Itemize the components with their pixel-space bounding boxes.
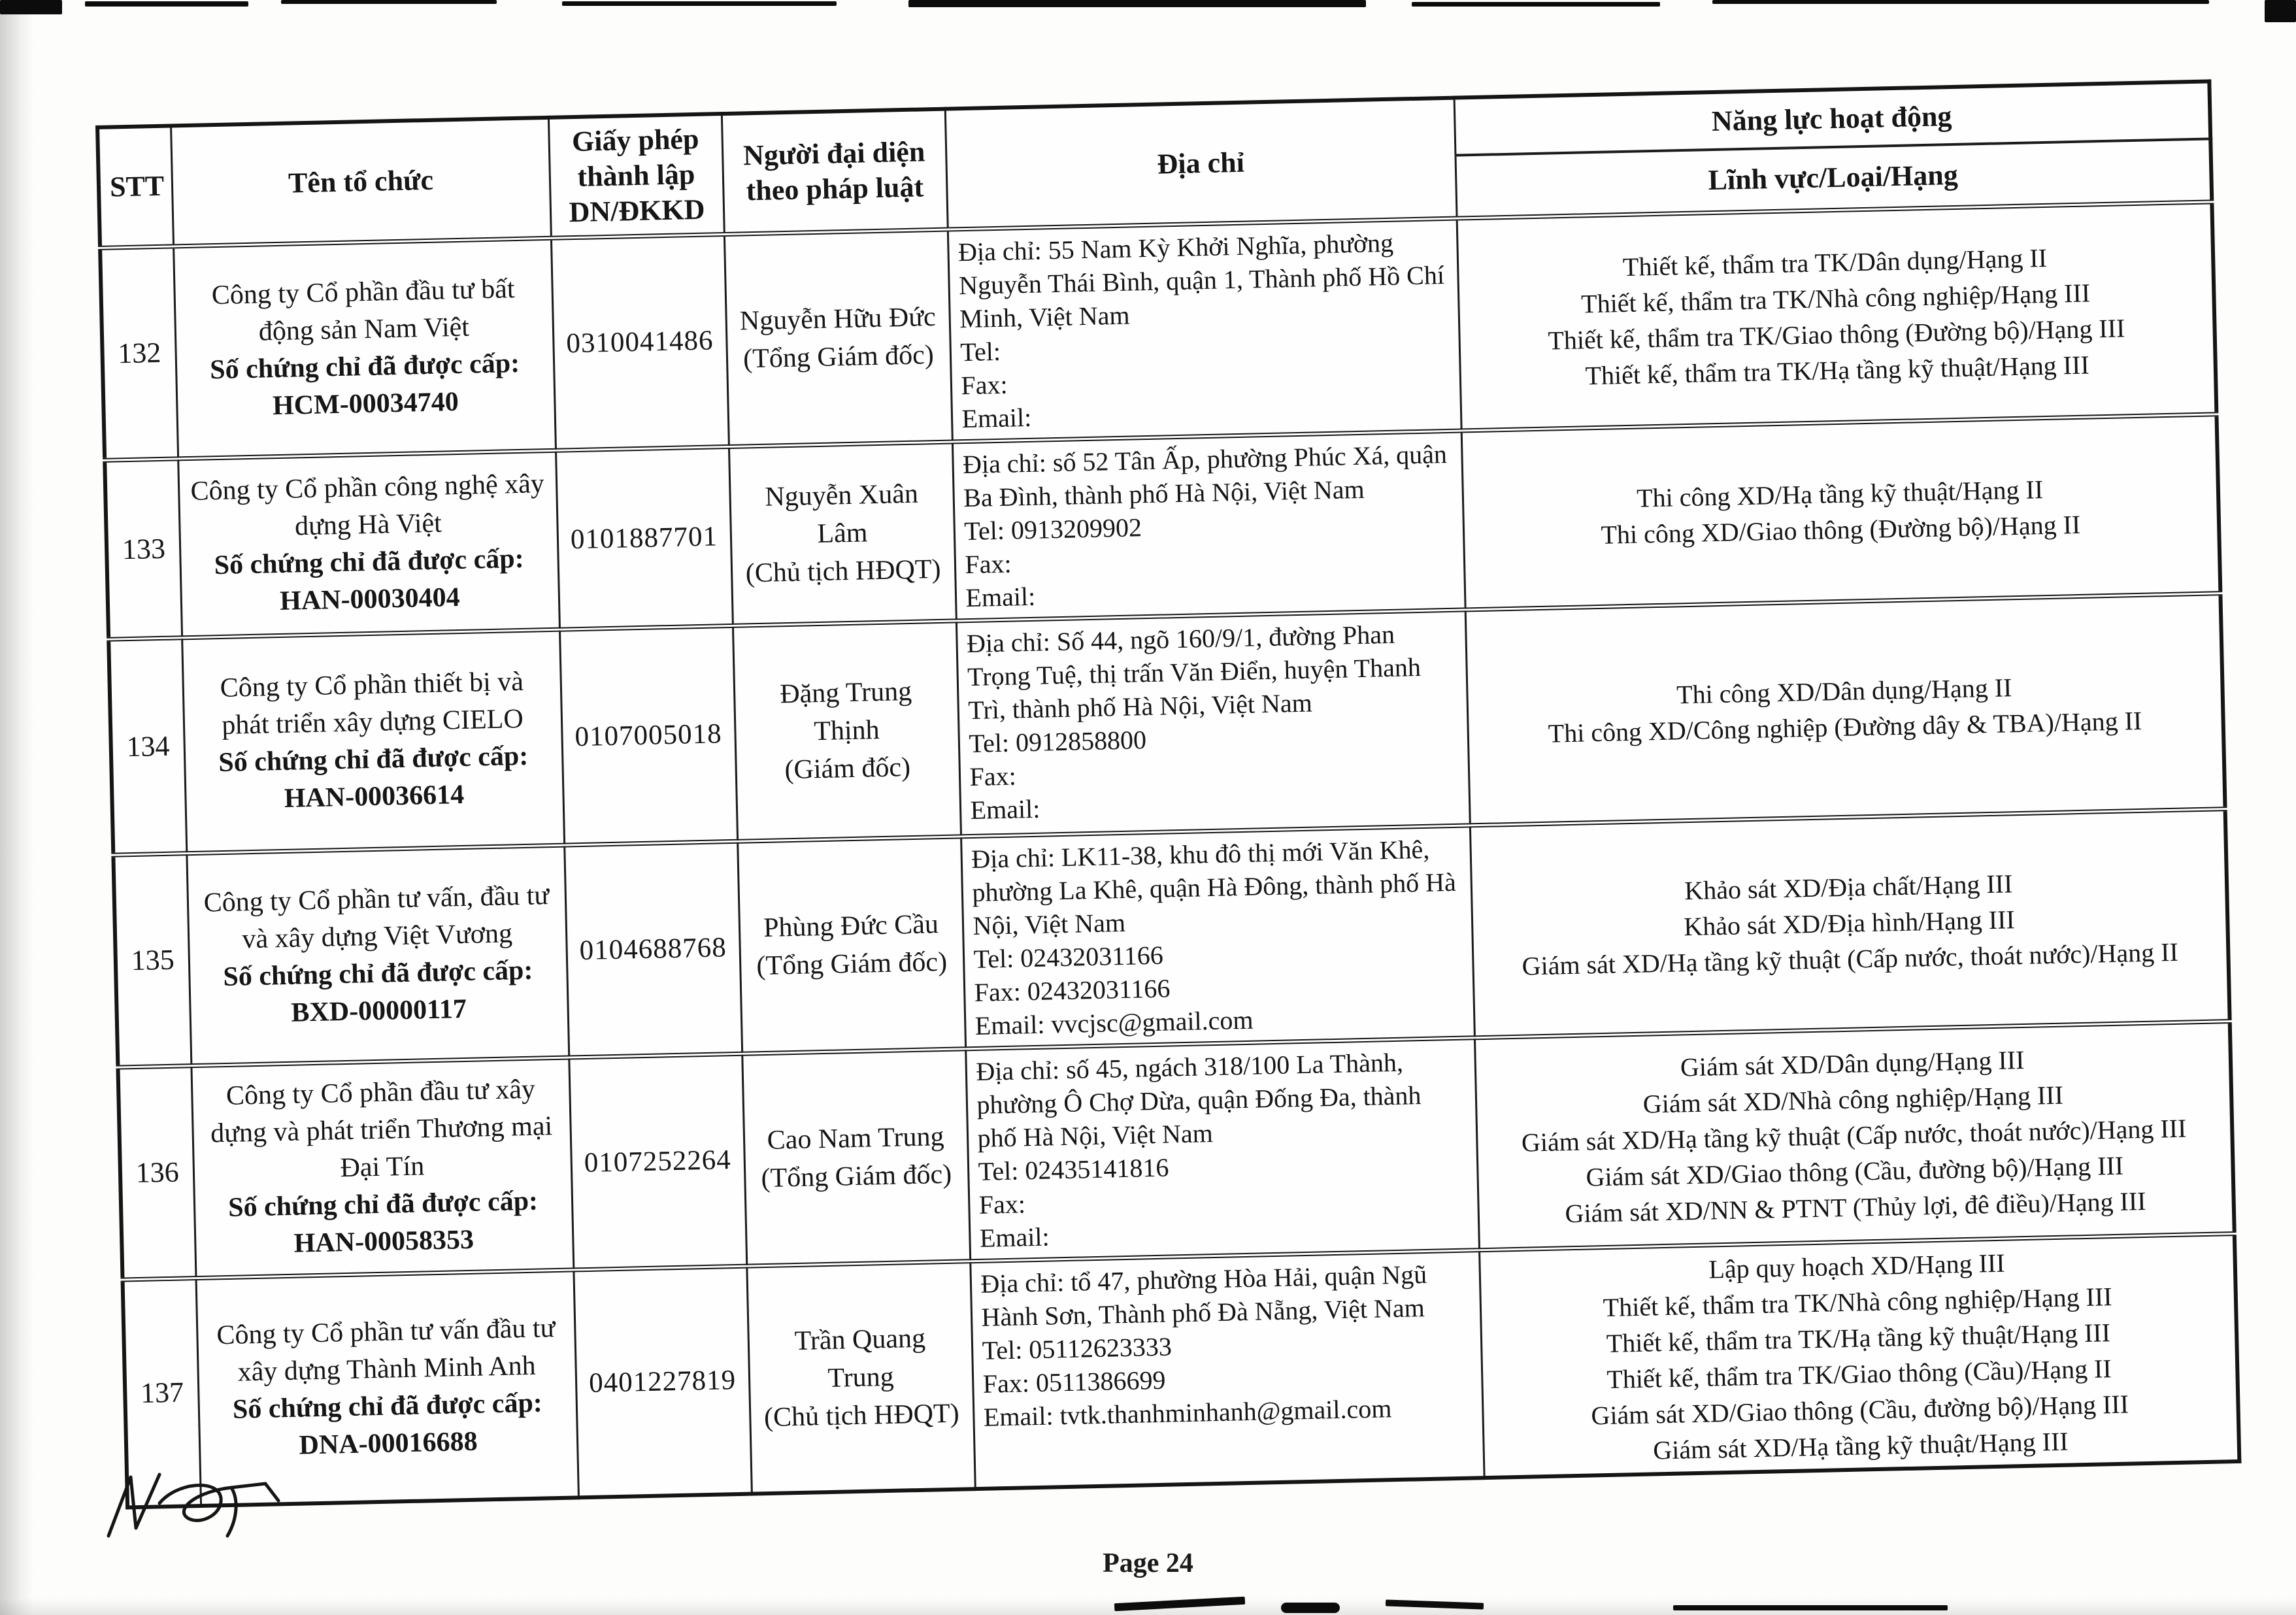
address-line: Địa chỉ: số 45, ngách 318/100 La Thành, phường Ô Chợ Dừa, quận Đống Đa, thành phố Hà Nội, Việt Nam	[975, 1047, 1422, 1153]
scan-artifact	[0, 0, 62, 14]
address-line: Địa chỉ: Số 44, ngõ 160/9/1, đường Phan Trọng Tuệ, thị trấn Văn Điển, huyện Thanh Trì, thành phố Hà Nội, Việt Nam	[966, 619, 1422, 725]
org-name: Công ty Cổ phần thiết bị và phát triển xây dựng CIELO	[220, 666, 524, 741]
address-line: Địa chỉ: tổ 47, phường Hòa Hải, quận Ngũ Hành Sơn, Thành phố Đà Nẵng, Việt Nam	[980, 1259, 1427, 1332]
header-org-name: Tên tổ chức	[171, 118, 551, 246]
scan-artifact	[1673, 1605, 1948, 1610]
signature-scribble	[97, 1463, 306, 1554]
email-line: Email:	[979, 1222, 1050, 1253]
scan-artifact	[281, 0, 497, 4]
rep-name: Nguyễn Hữu Đức	[739, 301, 937, 337]
header-stt: STT	[97, 125, 173, 247]
cert-label: Số chứng chỉ đã được cấp:	[223, 955, 533, 992]
org-name: Công ty Cổ phần tư vấn, đầu tư và xây dựng Việt Vương	[203, 880, 550, 954]
fax-line: Fax:	[960, 369, 1008, 400]
license-cell: 0107005018	[559, 625, 737, 845]
rep-name: Nguyễn Xuân Lâm	[764, 478, 919, 550]
cert-number: BXD-00000117	[290, 993, 467, 1028]
capability-line: Thi công XD/Công nghiệp (Đường dây & TBA)/Hạng II	[1548, 705, 2142, 748]
header-capability-sub: Lĩnh vực/Loại/Hạng	[1455, 139, 2212, 218]
representative-cell	[742, 1048, 970, 1265]
license-cell: 0310041486	[551, 234, 729, 450]
email-line: Email: vvcjsc@gmail.com	[974, 1005, 1254, 1041]
cert-label: Số chứng chỉ đã được cấp:	[214, 543, 525, 581]
capability-cell	[1461, 414, 2221, 609]
email-line: Email:	[965, 581, 1036, 612]
cert-label: Số chứng chỉ đã được cấp:	[227, 1186, 539, 1223]
capability-line: Thiết kế, thẩm tra TK/Giao thông (Cầu)/Hạng II	[1606, 1353, 2112, 1394]
table-sheet	[95, 79, 2237, 1509]
license-cell: 0101887701	[556, 446, 733, 629]
license-cell: 0107252264	[569, 1054, 746, 1270]
capability-line: Lập quy hoạch XD/Hạng III	[1708, 1248, 2005, 1284]
capability-line: Giám sát XD/Hạ tầng kỹ thuật (Cấp nước, thoát nước)/Hạng III	[1521, 1113, 2187, 1157]
capability-line: Khảo sát XD/Địa hình/Hạng III	[1683, 905, 2016, 942]
header-license: Giấy phép thành lập DN/ĐKKD	[548, 114, 724, 238]
org-cell	[182, 629, 564, 854]
capability-cell	[1470, 808, 2230, 1037]
capability-cell	[1479, 1233, 2239, 1478]
capability-line: Giám sát XD/Nhà công nghiệp/Hạng III	[1642, 1080, 2064, 1119]
capability-line: Thiết kế, thẩm tra TK/Hạ tầng kỹ thuật/Hạng III	[1606, 1317, 2111, 1358]
capability-line: Thiết kế, thẩm tra TK/Nhà công nghiệp/Hạng III	[1580, 277, 2091, 318]
org-cell	[173, 238, 556, 459]
stt-cell: 137	[123, 1278, 201, 1507]
fax-line: Fax:	[978, 1188, 1026, 1220]
address-line: Địa chỉ: số 52 Tân Ấp, phường Phúc Xá, quận Ba Đình, thành phố Hà Nội, Việt Nam	[962, 439, 1448, 512]
cert-number: HAN-00030404	[279, 582, 461, 617]
email-line: Email:	[961, 402, 1032, 433]
capability-line: Giám sát XD/NN & PTNT (Thủy lợi, đê điều)/Hạng III	[1565, 1186, 2146, 1229]
tel-line: Tel: 02435141816	[978, 1152, 1169, 1186]
scan-edge-shadow-left	[0, 0, 34, 1615]
representative-cell	[737, 836, 965, 1053]
representative-cell	[724, 229, 952, 446]
header-address: Địa chỉ	[945, 98, 1457, 229]
representative-cell	[729, 442, 956, 625]
capability-line: Thiết kế, thẩm tra TK/Hạ tầng kỹ thuật/Hạng III	[1585, 350, 2090, 390]
capability-line: Thiết kế, thẩm tra TK/Giao thông (Đường bộ)/Hạng III	[1547, 312, 2125, 356]
org-name: Công ty Cổ phần đầu tư xây dựng và phát triển Thương mại Đại Tín	[210, 1074, 553, 1184]
address-line: Địa chỉ: LK11-38, khu đô thị mới Văn Khê, phường La Khê, quận Hà Đông, thành phố Hà Nội, Việt Nam	[971, 834, 1457, 941]
page-number: Page 24	[1103, 1548, 1193, 1578]
tel-line: Tel: 0913209902	[963, 512, 1142, 546]
capability-line: Giám sát XD/Hạ tầng kỹ thuật (Cấp nước, thoát nước)/Hạng II	[1522, 937, 2179, 981]
org-name: Công ty Cổ phần đầu tư bất động sản Nam Việt	[211, 273, 515, 347]
license-cell: 0104688768	[564, 841, 742, 1057]
scan-artifact	[85, 1, 248, 7]
header-representative: Người đại diện theo pháp luật	[722, 109, 948, 234]
stt-cell: 133	[105, 458, 182, 639]
rep-name: Trần Quang Trung	[794, 1323, 926, 1393]
scan-artifact	[2265, 0, 2296, 22]
scan-artifact	[1412, 2, 1660, 7]
capability-line: Thi công XD/Dân dụng/Hạng II	[1676, 673, 2012, 710]
address-cell	[970, 1250, 1484, 1488]
scan-artifact	[562, 1, 837, 6]
cert-number: HAN-00058353	[293, 1224, 474, 1259]
scan-artifact	[908, 0, 1366, 7]
capability-line: Thi công XD/Giao thông (Đường bộ)/Hạng II	[1601, 509, 2081, 550]
address-cell	[965, 1037, 1479, 1261]
capability-line: Thi công XD/Hạ tầng kỹ thuật/Hạng II	[1636, 475, 2044, 513]
address-cell	[948, 218, 1461, 442]
stt-cell: 135	[113, 853, 191, 1067]
cert-number: HAN-00036614	[284, 779, 465, 814]
rep-title: (Tổng Giám đốc)	[761, 1159, 952, 1193]
email-line: Email: tvtk.thanhminhanh@gmail.com	[983, 1393, 1392, 1432]
org-name: Công ty Cổ phần công nghệ xây dựng Hà Việt	[190, 469, 545, 542]
address-cell	[952, 431, 1465, 621]
capability-cell	[1457, 201, 2217, 430]
rep-title: (Tổng Giám đốc)	[742, 339, 935, 374]
org-name: Công ty Cổ phần tư vấn đầu tư xây dựng Thành Minh Anh	[216, 1312, 556, 1388]
stt-cell: 134	[108, 637, 186, 854]
table-row	[123, 1233, 2240, 1507]
org-cell	[191, 1057, 573, 1278]
rep-title: (Chủ tịch HĐQT)	[763, 1398, 960, 1433]
capability-line: Giám sát XD/Giao thông (Cầu, đường bộ)/Hạng III	[1591, 1389, 2129, 1431]
capability-line: Giám sát XD/Hạ tầng kỹ thuật/Hạng III	[1652, 1426, 2069, 1465]
rep-title: (Tổng Giám đốc)	[756, 946, 948, 981]
capability-line: Khảo sát XD/Địa chất/Hạng III	[1684, 869, 2013, 906]
tel-line: Tel: 0912858800	[968, 724, 1147, 758]
email-line: Email:	[970, 793, 1040, 825]
license-cell: 0401227819	[573, 1266, 752, 1497]
representative-cell	[733, 620, 961, 841]
capability-line: Thiết kế, thẩm tra TK/Nhà công nghiệp/Hạng III	[1603, 1281, 2113, 1322]
address-line: Địa chỉ: 55 Nam Kỳ Khởi Nghĩa, phường Nguyễn Thái Bình, quận 1, Thành phố Hồ Chí Minh, Việt Nam	[957, 227, 1445, 333]
cert-label: Số chứng chỉ đã được cấp:	[218, 741, 529, 778]
capability-cell	[1465, 593, 2225, 825]
fax-line: Fax:	[964, 548, 1012, 579]
address-cell	[961, 825, 1474, 1048]
header-capability: Năng lực hoạt động	[1454, 81, 2211, 155]
org-cell	[186, 845, 569, 1066]
rep-name: Phùng Đức Cầu	[763, 908, 939, 943]
org-capability-table	[95, 79, 2241, 1509]
capability-line: Thiết kế, thẩm tra TK/Dân dụng/Hạng II	[1622, 242, 2048, 282]
cert-label: Số chứng chỉ đã được cấp:	[209, 348, 520, 385]
cert-label: Số chứng chỉ đã được cấp:	[232, 1388, 543, 1425]
fax-line: Fax: 0511386699	[982, 1365, 1166, 1399]
scan-artifact	[1712, 0, 2209, 4]
stt-cell: 132	[100, 246, 178, 459]
representative-cell	[746, 1261, 975, 1493]
rep-title: (Chủ tịch HĐQT)	[745, 554, 941, 589]
scan-artifact	[1281, 1603, 1340, 1613]
rep-name: Cao Nam Trung	[767, 1121, 944, 1156]
cert-number: DNA-00016688	[299, 1426, 478, 1461]
tel-line: Tel:	[959, 336, 1001, 367]
org-cell	[178, 450, 559, 638]
rep-name: Đặng Trung Thịnh	[779, 676, 912, 747]
cert-number: HCM-00034740	[272, 386, 459, 421]
capability-cell	[1474, 1021, 2235, 1250]
tel-line: Tel: 05112623333	[982, 1331, 1173, 1365]
capability-line: Giám sát XD/Dân dụng/Hạng III	[1680, 1044, 2025, 1082]
fax-line: Fax:	[969, 761, 1017, 791]
address-cell	[956, 609, 1470, 836]
capability-line: Giám sát XD/Giao thông (Cầu, đường bộ)/Hạng III	[1586, 1150, 2124, 1192]
fax-line: Fax: 02432031166	[974, 973, 1171, 1007]
stt-cell: 136	[118, 1065, 195, 1279]
tel-line: Tel: 02432031166	[973, 940, 1164, 974]
rep-title: (Giám đốc)	[784, 752, 911, 786]
